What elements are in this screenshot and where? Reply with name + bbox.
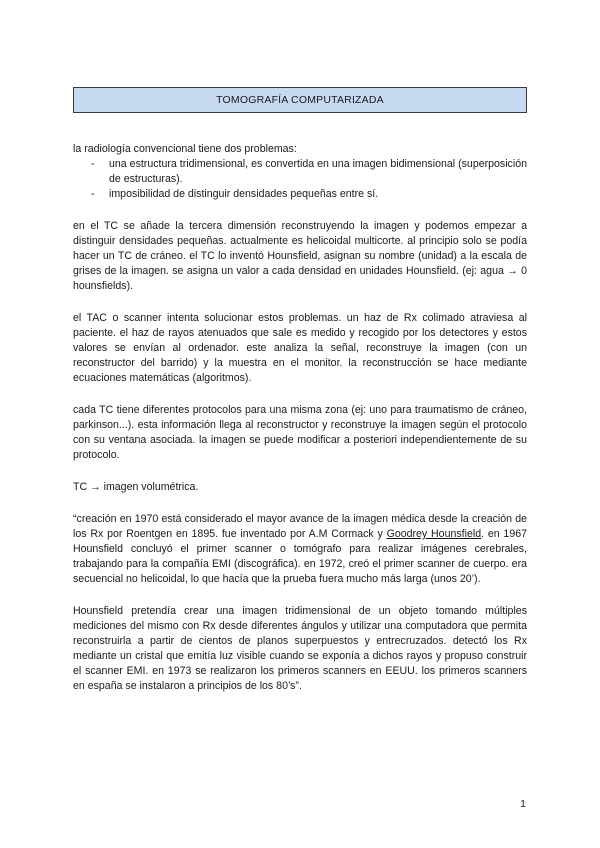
dash-marker: -: [91, 158, 95, 170]
list-item: [73, 157, 527, 187]
title-box: [73, 87, 527, 113]
intro-lead: la radiología convencional tiene dos problemas:: [73, 143, 297, 155]
history-text-start: “creación en 1970 está considerado el mayor avance de la imagen médica desde la creación de los Rx por Roentgen en 1895. fue inventado por A.M Cormack y: [73, 513, 527, 540]
hounsfield-link[interactable]: Goodrey Hounsfield: [386, 528, 482, 540]
history-text-end: . en 1967 Hounsfield concluyó el primer scanner o tomógrafo para realizar imágenes cerebrales, trabajando para la compañía EMI (discográfica). en 1972, creó el primer scanner de cuerpo. era secuencial no helicoidal, lo que hacía que la prueba fuera mucho más larga (unos 20’).: [73, 528, 527, 585]
document-body: [73, 142, 527, 694]
page-number: 1: [520, 798, 526, 810]
list-item: [73, 187, 527, 202]
list-item-text: una estructura tridimensional, es convertida en una imagen bidimensional (superposición de estructuras).: [109, 158, 527, 185]
paragraph-history: [73, 512, 527, 587]
paragraph-protocols: cada TC tiene diferentes protocolos para una misma zona (ej: uno para traumatismo de cráneo, parkinson...). esta información llega al reconstructor y reconstruye la imagen según el protocolo con su ventana asociada. la imagen se puede modificar a posteriori independientemente de su protocolo.: [73, 404, 527, 461]
paragraph-tc-third-dimension: en el TC se añade la tercera dimensión reconstruyendo la imagen y podemos empezar a distinguir densidades pequeñas. actualmente es helicoidal multicorte. al principio solo se podía hacer un TC de cráneo. el TC lo inventó Hounsfield, asignan su nombre (unidad) a la escala de grises de la imagen. se asigna un valor a cada densidad en unidades Hounsfield. (ej: agua → 0 hounsfields).: [73, 220, 527, 292]
document-title: TOMOGRAFÍA COMPUTARIZADA: [216, 94, 384, 106]
list-item-text: imposibilidad de distinguir densidades pequeñas entre sí.: [109, 188, 379, 200]
paragraph-volumetric: TC → imagen volumétrica.: [73, 481, 199, 493]
problems-list: [73, 157, 527, 202]
paragraph-hounsfield: Hounsfield pretendía crear una imagen tridimensional de un objeto tomando múltiples mediciones del mismo con Rx desde diferentes ángulos y utilizar una computadora que permita reconstruirla a partir de cientos de planos superpuestos y entrecruzados. detectó los Rx mediante un cristal que emitía luz visible cuando se exponía a dichos rayos y propuso construir el scanner EMI. en 1973 se realizaron los primeros scanners en EEUU. los primeros scanners en españa se instalaron a principios de los 80’s”.: [73, 605, 527, 692]
dash-marker: -: [91, 188, 95, 200]
paragraph-tac-scanner: el TAC o scanner intenta solucionar estos problemas. un haz de Rx colimado atraviesa al paciente. el haz de rayos atenuados que sale es medido y recogido por los detectores y estos valores se envían al ordenador. este analiza la señal, reconstruye la imagen (con un reconstructor del barrido) y la muestra en el monitor. la reconstrucción se hace mediante ecuaciones matemáticas (algoritmos).: [73, 312, 527, 384]
